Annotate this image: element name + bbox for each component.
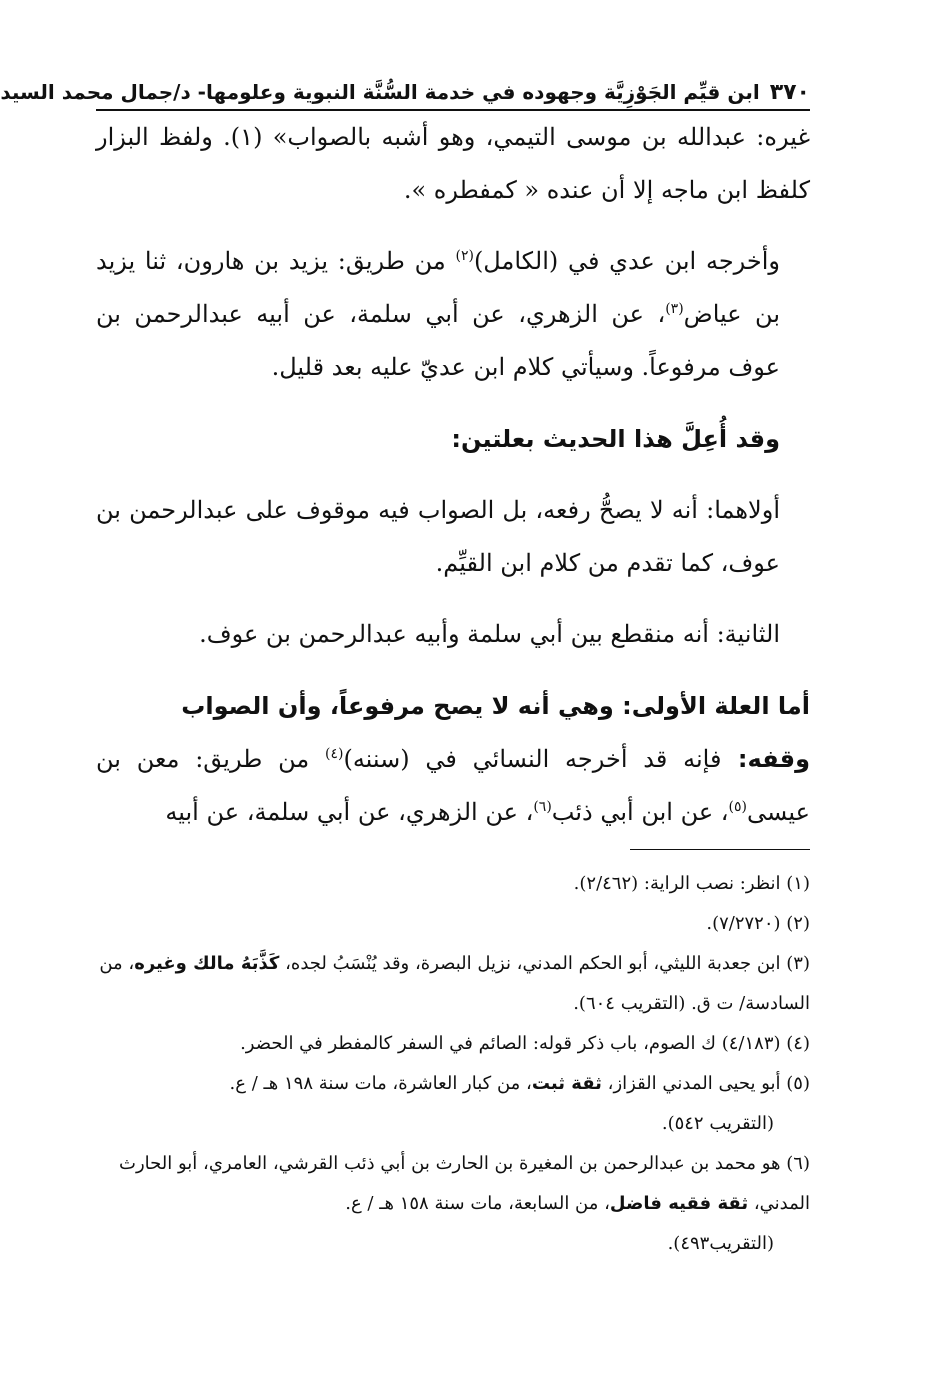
section-heading-2: أما العلة الأولى: وهي أنه لا يصح مرفوعاً، وأن الصواب: [181, 692, 810, 720]
section-heading-1: وقد أُعِلَّ هذا الحديث بعلتين:: [451, 425, 780, 453]
page-number: ٣٧٠: [769, 80, 810, 105]
paragraph-4: الثانية: أنه منقطع بين أبي سلمة وأبيه عبدالرحمن بن عوف.: [199, 620, 780, 648]
paragraph-2: وأخرجه ابن عدي في (الكامل)$^{(٢)}$ من طريق: يزيد بن هارون، ثنا يزيد بن عياض$^{(٣)}$، عن الزهري، عن أبي سلمة، عن أبيه عبدالرحمن بن عوف مرفوعاً. وسيأتي كلام ابن عديّ عليه بعد قليل.: [96, 247, 780, 381]
footnote-5: (٥) أبو يحيى المدني القزاز، ثقة ثبت، من كبار العاشرة، مات سنة ١٩٨ هـ / ع. (التقريب ٥٤٢).: [229, 1073, 810, 1134]
paragraph-1: غيره: عبدالله بن موسى التيمي، وهو أشبه بالصواب» (١). ولفظ البزار كلفظ ابن ماجه إلا أن عنده « كمفطره ».: [96, 123, 810, 204]
footnote-1: (١) انظر: نصب الراية: (٢/٤٦٢).: [573, 873, 810, 894]
footnote-4: (٤) (٤/١٨٣) ك الصوم، باب ذكر قوله: الصائم في السفر كالمفطر في الحضر.: [240, 1033, 810, 1054]
book-page: [0, 80, 810, 1264]
paragraph-3: أولاهما: أنه لا يصحُّ رفعه، بل الصواب فيه موقوف على عبدالرحمن بن عوف، كما تقدم من كلام ابن القيِّم.: [96, 496, 780, 577]
paragraph-5: وقفه: فإنه قد أخرجه النسائي في (سننه)$^{(٤)}$ من طريق: معن بن عيسى$^{(٥)}$، عن ابن أبي ذئب$^{(٦)}$، عن الزهري، عن أبي سلمة، عن أبيه: [96, 745, 810, 826]
running-header: [0, 80, 810, 111]
footnote-2: (٢) (٧/٢٧٢٠).: [706, 913, 810, 934]
footnote-6: (٦) هو محمد بن عبدالرحمن بن المغيرة بن الحارث بن أبي ذئب القرشي، العامري، أبو الحارث المدني، ثقة فقيه فاضل، من السابعة، مات سنة ١٥٨ هـ / ع. (التقريب٤٩٣).: [119, 1153, 810, 1254]
footnote-separator: [630, 849, 810, 850]
book-title: ابن قيِّم الجَوْزِيَّة وجهوده في خدمة السُّنَّة النبوية وعلومها- د/جمال محمد السيد: [0, 80, 760, 104]
footnote-3: (٣) ابن جعدبة الليثي، أبو الحكم المدني، نزيل البصرة، وقد يُنْسَبُ لجده، كَذَّبَهُ مالك وغيره، من السادسة/ ت ق. (التقريب ٦٠٤).: [99, 953, 810, 1014]
